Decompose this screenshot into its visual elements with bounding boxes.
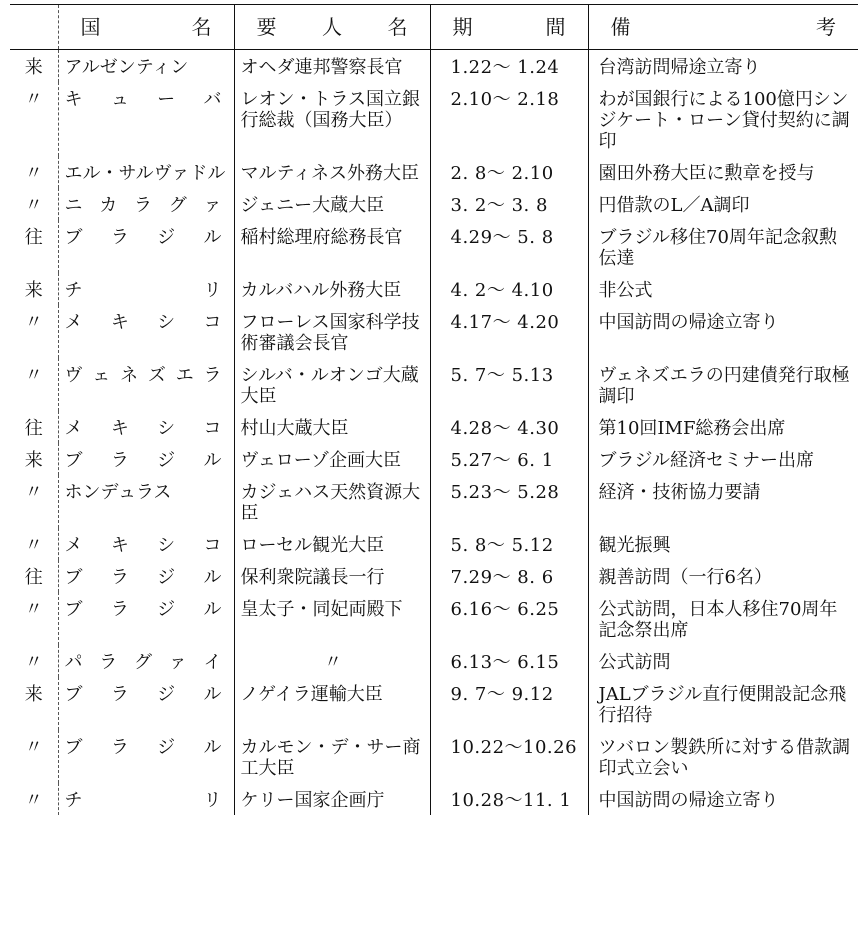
country-cell bbox=[58, 305, 234, 358]
note-cell-text: JALブラジル直行便開設記念飛行招待 bbox=[598, 684, 847, 726]
country-char: ジ bbox=[157, 599, 176, 620]
note-cell bbox=[588, 220, 858, 273]
table-row bbox=[10, 783, 858, 815]
person-cell-text: カルバハル外務大臣 bbox=[240, 280, 402, 301]
person-cell-text: レオン・トラス国立銀行総裁（国務大臣） bbox=[240, 89, 420, 131]
period-cell-text: 1.22〜 1.24 bbox=[450, 57, 560, 78]
period-cell bbox=[430, 730, 588, 783]
direction-cell bbox=[10, 475, 58, 528]
person-cell bbox=[234, 645, 430, 677]
country-cell-text bbox=[65, 450, 230, 471]
country-char: グ bbox=[134, 652, 152, 673]
person-cell bbox=[234, 273, 430, 305]
direction-cell bbox=[10, 592, 58, 645]
header-note-char: 備 bbox=[610, 14, 631, 39]
period-cell bbox=[430, 443, 588, 475]
period-cell-text: 5. 7〜 5.13 bbox=[450, 365, 554, 386]
country-char: ブ bbox=[64, 684, 83, 705]
person-cell bbox=[234, 411, 430, 443]
country-char: ル bbox=[203, 450, 222, 471]
person-cell-text: シルバ・ルオンゴ大蔵大臣 bbox=[240, 365, 419, 407]
header-row bbox=[10, 5, 858, 50]
direction-cell bbox=[10, 305, 58, 358]
country-cell bbox=[58, 156, 234, 188]
person-cell bbox=[234, 592, 430, 645]
country-cell bbox=[58, 592, 234, 645]
direction-cell-text: 往 bbox=[24, 567, 43, 588]
person-cell bbox=[234, 188, 430, 220]
country-char: チ bbox=[64, 790, 83, 811]
country-cell bbox=[58, 528, 234, 560]
period-cell-text: 5.27〜 6. 1 bbox=[450, 450, 554, 471]
country-char: カ bbox=[99, 195, 118, 216]
header-period bbox=[430, 5, 588, 50]
period-cell bbox=[430, 188, 588, 220]
country-char: ブ bbox=[64, 737, 83, 758]
visits-table bbox=[10, 4, 858, 815]
table-row bbox=[10, 358, 858, 411]
country-char: ル bbox=[203, 227, 222, 248]
direction-cell bbox=[10, 188, 58, 220]
country-char: ラ bbox=[110, 450, 129, 471]
note-cell bbox=[588, 475, 858, 528]
period-cell-text: 4.17〜 4.20 bbox=[450, 312, 560, 333]
country-char: キ bbox=[110, 312, 129, 333]
note-cell-text: 経済・技術協力要請 bbox=[598, 482, 761, 503]
country-char: メ bbox=[64, 535, 83, 556]
period-cell-text: 7.29〜 8. 6 bbox=[450, 567, 554, 588]
country-cell-text bbox=[65, 567, 230, 588]
header-direction bbox=[10, 5, 58, 50]
note-cell bbox=[588, 730, 858, 783]
person-cell-text: 稲村総理府総務長官 bbox=[240, 227, 403, 248]
table-row bbox=[10, 220, 858, 273]
country-cell bbox=[58, 273, 234, 305]
country-char: チ bbox=[64, 280, 83, 301]
country-cell bbox=[58, 730, 234, 783]
table-row bbox=[10, 560, 858, 592]
period-cell bbox=[430, 82, 588, 156]
country-char: リ bbox=[203, 280, 222, 301]
period-cell-text: 4.28〜 4.30 bbox=[450, 418, 560, 439]
header-country-char: 名 bbox=[191, 14, 212, 39]
table-row bbox=[10, 411, 858, 443]
period-cell-text: 4.29〜 5. 8 bbox=[450, 227, 554, 248]
country-cell bbox=[58, 560, 234, 592]
person-cell-text: フローレス国家科学技術審議会長官 bbox=[240, 312, 420, 354]
table-row bbox=[10, 82, 858, 156]
country-cell-text bbox=[65, 89, 230, 110]
direction-cell-text: 〃 bbox=[24, 482, 43, 503]
direction-cell-text: 〃 bbox=[24, 790, 43, 811]
person-cell-text: 〃 bbox=[324, 652, 342, 673]
person-cell bbox=[234, 220, 430, 273]
country-cell bbox=[58, 82, 234, 156]
country-char: ァ bbox=[203, 195, 222, 216]
note-cell-text: 公式訪問 bbox=[598, 652, 671, 673]
country-char: ジ bbox=[157, 567, 176, 588]
header-country-char: 国 bbox=[80, 14, 101, 39]
note-cell bbox=[588, 305, 858, 358]
direction-cell bbox=[10, 411, 58, 443]
country-char: キ bbox=[110, 418, 129, 439]
period-cell bbox=[430, 592, 588, 645]
note-cell bbox=[588, 592, 858, 645]
note-cell-text: 円借款のL／A調印 bbox=[598, 195, 750, 216]
person-cell bbox=[234, 528, 430, 560]
country-cell-text bbox=[65, 227, 230, 248]
country-char: ュ bbox=[110, 89, 129, 110]
country-char: パ bbox=[64, 652, 83, 673]
period-cell bbox=[430, 677, 588, 730]
table-row bbox=[10, 50, 858, 83]
person-cell-text: 皇太子・同妃両殿下 bbox=[240, 599, 403, 620]
note-cell-text: 中国訪問の帰途立寄り bbox=[598, 790, 779, 811]
header-note bbox=[588, 5, 858, 50]
table-row bbox=[10, 443, 858, 475]
direction-cell-text: 往 bbox=[24, 227, 43, 248]
direction-cell bbox=[10, 82, 58, 156]
country-char: ラ bbox=[203, 365, 222, 386]
country-char: コ bbox=[203, 312, 222, 333]
country-char: ニ bbox=[64, 195, 83, 216]
country-char: ネ bbox=[120, 365, 139, 386]
table-row bbox=[10, 730, 858, 783]
country-cell bbox=[58, 783, 234, 815]
country-cell-text: アルゼンティン bbox=[64, 57, 189, 78]
note-cell-text: ブラジル移住70周年記念叙勲伝達 bbox=[598, 227, 837, 269]
direction-cell bbox=[10, 358, 58, 411]
person-cell bbox=[234, 443, 430, 475]
direction-cell-text: 〃 bbox=[24, 535, 43, 556]
country-char: ジ bbox=[157, 684, 176, 705]
period-cell-text: 2.10〜 2.18 bbox=[450, 89, 560, 110]
note-cell-text: ヴェネズエラの円建債発行取極調印 bbox=[598, 365, 850, 407]
country-char: ズ bbox=[147, 365, 166, 386]
table-row bbox=[10, 475, 858, 528]
country-char: ジ bbox=[157, 737, 176, 758]
country-char: ル bbox=[203, 567, 222, 588]
country-char: キ bbox=[110, 535, 129, 556]
direction-cell bbox=[10, 560, 58, 592]
header-person-char: 名 bbox=[387, 14, 408, 39]
period-cell bbox=[430, 560, 588, 592]
note-cell bbox=[588, 273, 858, 305]
direction-cell-text: 〃 bbox=[24, 599, 43, 620]
country-char: ァ bbox=[168, 652, 187, 673]
header-period-char: 期 bbox=[452, 14, 473, 39]
country-cell bbox=[58, 645, 234, 677]
period-cell-text: 5.23〜 5.28 bbox=[450, 482, 560, 503]
person-cell-text: オヘダ連邦警察長官 bbox=[240, 57, 403, 78]
note-cell-text: わが国銀行による100億円シンジケート・ローン貸付契約に調印 bbox=[598, 89, 850, 152]
country-cell bbox=[58, 443, 234, 475]
period-cell bbox=[430, 273, 588, 305]
direction-cell bbox=[10, 156, 58, 188]
country-char: シ bbox=[157, 312, 176, 333]
note-cell bbox=[588, 560, 858, 592]
country-cell-text bbox=[65, 737, 230, 758]
country-cell-text bbox=[65, 280, 230, 301]
country-cell-text bbox=[65, 790, 230, 811]
note-cell-text: ツバロン製鉄所に対する借款調印式立会い bbox=[598, 737, 851, 779]
direction-cell bbox=[10, 50, 58, 83]
header-country bbox=[58, 5, 234, 50]
header-period-char: 間 bbox=[545, 14, 566, 39]
note-cell bbox=[588, 411, 858, 443]
note-cell bbox=[588, 783, 858, 815]
direction-cell-text: 来 bbox=[24, 684, 43, 705]
direction-cell bbox=[10, 730, 58, 783]
country-cell bbox=[58, 475, 234, 528]
person-cell-text: ローセル観光大臣 bbox=[240, 535, 385, 556]
country-cell-text bbox=[65, 365, 230, 386]
country-char: メ bbox=[64, 418, 83, 439]
country-char: バ bbox=[203, 89, 222, 110]
header-note-char: 考 bbox=[816, 14, 836, 39]
note-cell bbox=[588, 645, 858, 677]
direction-cell bbox=[10, 783, 58, 815]
country-char: ル bbox=[203, 684, 222, 705]
country-char: ブ bbox=[64, 567, 83, 588]
table-row bbox=[10, 677, 858, 730]
country-char: ェ bbox=[92, 365, 111, 386]
person-cell bbox=[234, 677, 430, 730]
country-char: イ bbox=[203, 652, 222, 673]
country-cell bbox=[58, 677, 234, 730]
period-cell-text: 10.22〜10.26 bbox=[450, 737, 578, 758]
person-cell bbox=[234, 730, 430, 783]
country-char: ラ bbox=[110, 599, 129, 620]
country-char: ー bbox=[157, 89, 176, 110]
country-char: ジ bbox=[157, 450, 176, 471]
note-cell bbox=[588, 443, 858, 475]
period-cell-text: 3. 2〜 3. 8 bbox=[450, 195, 548, 216]
person-cell bbox=[234, 475, 430, 528]
country-char: メ bbox=[64, 312, 83, 333]
note-cell-text: 観光振興 bbox=[598, 535, 671, 556]
note-cell-text: 公式訪問，日本人移住70周年記念祭出席 bbox=[598, 599, 838, 641]
period-cell-text: 5. 8〜 5.12 bbox=[450, 535, 554, 556]
country-char: ル bbox=[203, 599, 222, 620]
country-char: ラ bbox=[110, 227, 129, 248]
country-char: ラ bbox=[99, 652, 118, 673]
person-cell-text: マルティネス外務大臣 bbox=[240, 163, 420, 184]
country-cell bbox=[58, 411, 234, 443]
period-cell-text: 6.13〜 6.15 bbox=[450, 652, 560, 673]
country-char: ラ bbox=[134, 195, 152, 216]
country-cell bbox=[58, 50, 234, 83]
country-char: ヴ bbox=[64, 365, 83, 386]
country-cell-text bbox=[65, 535, 230, 556]
note-cell bbox=[588, 50, 858, 83]
note-cell-text: 非公式 bbox=[598, 280, 653, 301]
direction-cell bbox=[10, 273, 58, 305]
table-row bbox=[10, 188, 858, 220]
note-cell bbox=[588, 528, 858, 560]
table-row bbox=[10, 592, 858, 645]
note-cell-text: 親善訪問（一行6名） bbox=[598, 567, 772, 588]
table-row bbox=[10, 156, 858, 188]
period-cell bbox=[430, 528, 588, 560]
period-cell bbox=[430, 220, 588, 273]
country-char: ラ bbox=[110, 684, 129, 705]
direction-cell-text: 〃 bbox=[24, 365, 43, 386]
period-cell bbox=[430, 305, 588, 358]
period-cell-text: 2. 8〜 2.10 bbox=[450, 163, 554, 184]
note-cell-text: 第10回IMF総務会出席 bbox=[598, 418, 786, 439]
period-cell-text: 4. 2〜 4.10 bbox=[450, 280, 554, 301]
person-cell-text: ケリー国家企画庁 bbox=[240, 790, 385, 811]
direction-cell-text: 〃 bbox=[24, 163, 43, 184]
person-cell-text: ヴェローゾ企画大臣 bbox=[240, 450, 402, 471]
period-cell-text: 6.16〜 6.25 bbox=[450, 599, 560, 620]
person-cell bbox=[234, 82, 430, 156]
note-cell bbox=[588, 156, 858, 188]
country-cell bbox=[58, 220, 234, 273]
person-cell bbox=[234, 358, 430, 411]
country-cell-text bbox=[65, 652, 230, 673]
country-char: ル bbox=[203, 737, 222, 758]
country-cell-text: ホンデュラス bbox=[64, 482, 172, 503]
country-char: ラ bbox=[110, 567, 129, 588]
country-char: ラ bbox=[110, 737, 129, 758]
note-cell-text: ブラジル経済セミナー出席 bbox=[598, 450, 815, 471]
period-cell bbox=[430, 50, 588, 83]
period-cell bbox=[430, 156, 588, 188]
note-cell-text: 園田外務大臣に勲章を授与 bbox=[598, 163, 815, 184]
period-cell bbox=[430, 358, 588, 411]
direction-cell-text: 〃 bbox=[24, 89, 43, 110]
table-row bbox=[10, 645, 858, 677]
period-cell bbox=[430, 475, 588, 528]
period-cell bbox=[430, 783, 588, 815]
country-cell bbox=[58, 358, 234, 411]
country-char: シ bbox=[157, 535, 176, 556]
person-cell bbox=[234, 156, 430, 188]
country-cell-text bbox=[65, 312, 230, 333]
direction-cell-text: 往 bbox=[24, 418, 43, 439]
direction-cell-text: 来 bbox=[24, 450, 43, 471]
direction-cell-text: 〃 bbox=[24, 195, 43, 216]
country-char: シ bbox=[157, 418, 176, 439]
country-char: ジ bbox=[157, 227, 176, 248]
period-cell bbox=[430, 645, 588, 677]
country-char: ブ bbox=[64, 227, 83, 248]
period-cell-text: 10.28〜11. 1 bbox=[450, 790, 572, 811]
country-char: リ bbox=[203, 790, 222, 811]
person-cell bbox=[234, 50, 430, 83]
header-person bbox=[234, 5, 430, 50]
header-person-char: 要 bbox=[256, 14, 277, 39]
direction-cell-text: 来 bbox=[24, 280, 43, 301]
note-cell bbox=[588, 82, 858, 156]
person-cell-text: 村山大蔵大臣 bbox=[240, 418, 349, 439]
period-cell-text: 9. 7〜 9.12 bbox=[450, 684, 554, 705]
person-cell-text: カジェハス天然資源大臣 bbox=[240, 482, 421, 524]
direction-cell-text: 〃 bbox=[24, 652, 43, 673]
direction-cell-text: 〃 bbox=[24, 312, 43, 333]
country-cell-text bbox=[65, 599, 230, 620]
country-char: キ bbox=[64, 89, 83, 110]
direction-cell bbox=[10, 528, 58, 560]
person-cell-text: ノゲイラ運輸大臣 bbox=[240, 684, 383, 705]
country-char: コ bbox=[203, 418, 222, 439]
person-cell-text: 保利衆院議長一行 bbox=[240, 567, 385, 588]
country-char: ブ bbox=[64, 450, 83, 471]
direction-cell bbox=[10, 677, 58, 730]
person-cell-text: ジェニー大蔵大臣 bbox=[240, 195, 385, 216]
direction-cell bbox=[10, 645, 58, 677]
table-row bbox=[10, 528, 858, 560]
country-cell bbox=[58, 188, 234, 220]
period-cell bbox=[430, 411, 588, 443]
country-char: ブ bbox=[64, 599, 83, 620]
country-cell-text: エル・サルヴァドル bbox=[64, 163, 226, 184]
country-cell-text bbox=[65, 684, 230, 705]
direction-cell-text: 来 bbox=[24, 57, 43, 78]
country-cell-text bbox=[65, 195, 230, 216]
country-char: コ bbox=[203, 535, 222, 556]
person-cell-text: カルモン・デ・サー商工大臣 bbox=[240, 737, 421, 779]
direction-cell-text: 〃 bbox=[24, 737, 43, 758]
note-cell bbox=[588, 188, 858, 220]
note-cell bbox=[588, 358, 858, 411]
direction-cell bbox=[10, 443, 58, 475]
note-cell-text: 台湾訪問帰途立寄り bbox=[598, 57, 761, 78]
country-char: グ bbox=[168, 195, 187, 216]
table-row bbox=[10, 305, 858, 358]
table-row bbox=[10, 273, 858, 305]
person-cell bbox=[234, 305, 430, 358]
note-cell-text: 中国訪問の帰途立寄り bbox=[598, 312, 779, 333]
person-cell bbox=[234, 560, 430, 592]
header-person-char: 人 bbox=[322, 14, 342, 39]
note-cell bbox=[588, 677, 858, 730]
country-char: エ bbox=[175, 365, 194, 386]
person-cell bbox=[234, 783, 430, 815]
direction-cell bbox=[10, 220, 58, 273]
country-cell-text bbox=[65, 418, 230, 439]
